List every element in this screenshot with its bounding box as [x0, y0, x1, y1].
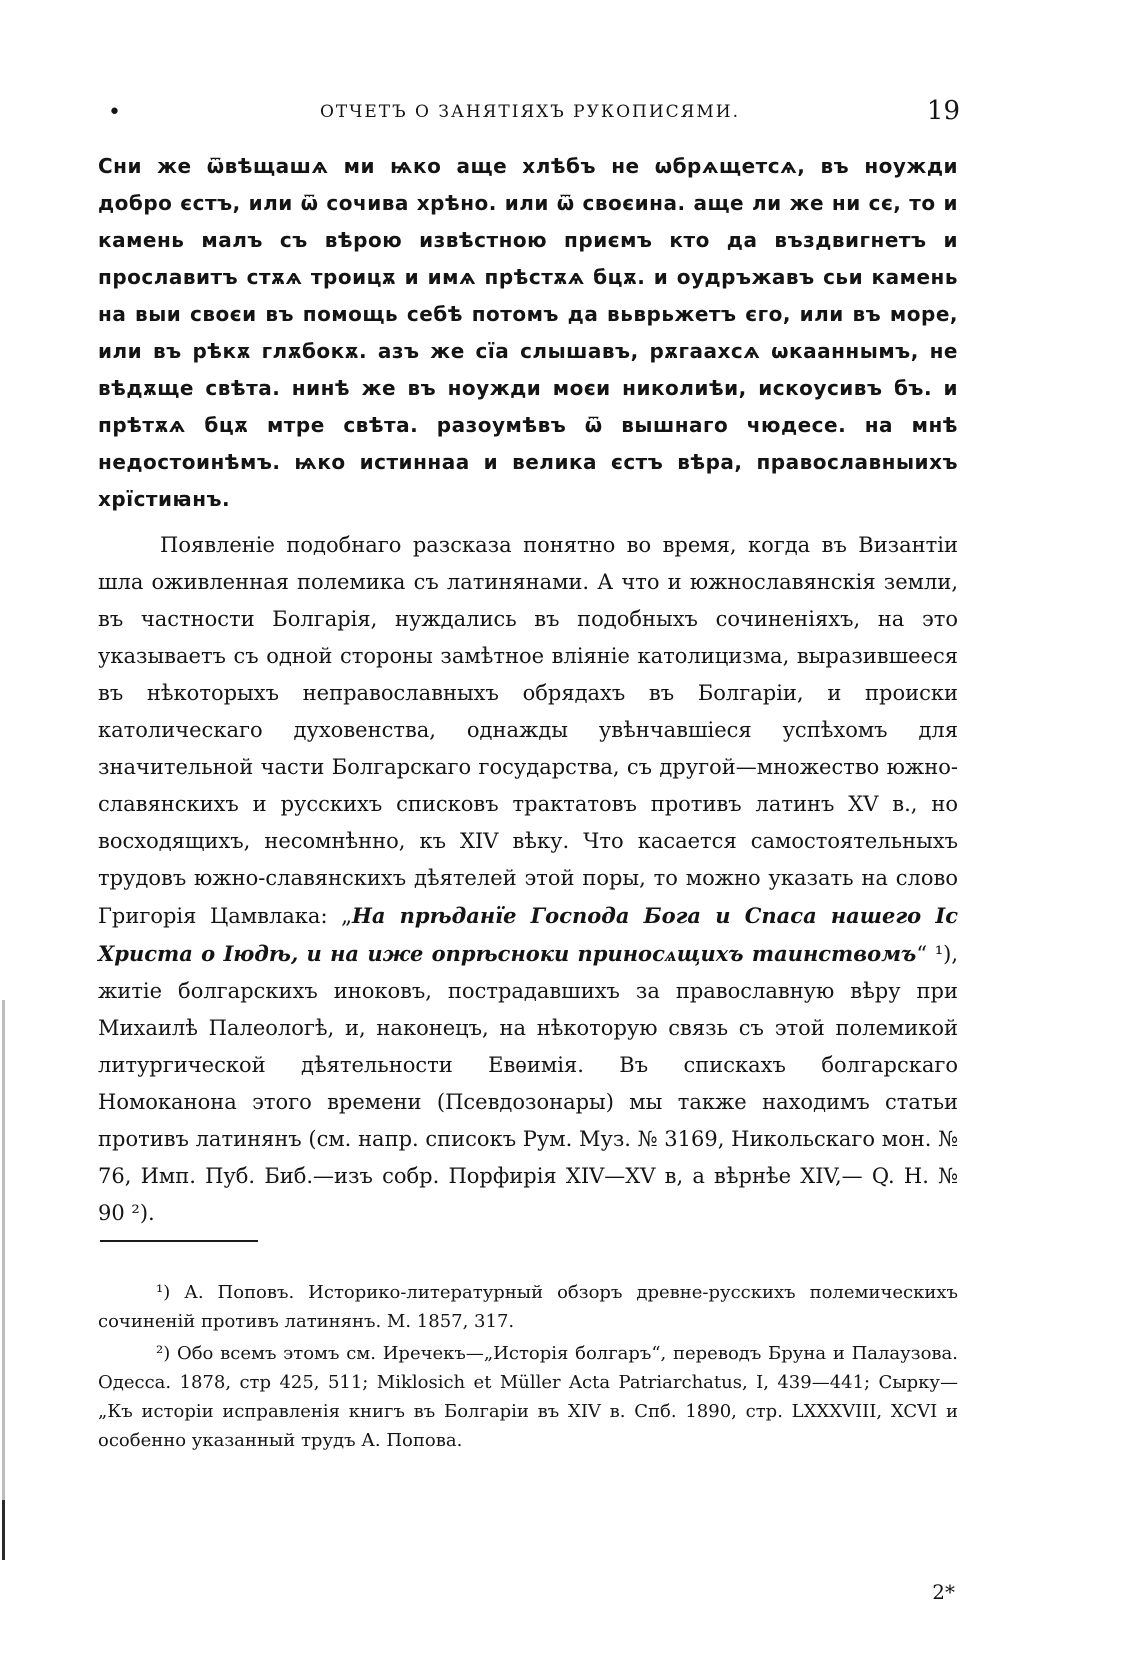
footnote-divider: [100, 1240, 258, 1242]
footnotes: [98, 1278, 958, 1458]
paragraph-part-1: Появленіе подобнаго разсказа понятно во время, когда въ Византіи шла оживленная полемика съ латинянами. А что и южнославянскія земли, въ частности Болгарія, нуждались въ подобныхъ сочиненіяхъ, на это указываетъ съ одной стороны замѣтное вліяніе католицизма, выразившееся въ нѣкоторыхъ неправославныхъ обрядахъ въ Болгаріи, и происки католическаго духовенства, однажды увѣнчавшіеся успѣхомъ для значительной части Болгарскаго государства, съ другой—множество южно-славянскихъ и русскихъ списковъ трактатовъ противъ латинъ XV в., но восходящихъ, несомнѣнно, къ XIV вѣку. Что касается самостоятельныхъ трудовъ южно-славянскихъ дѣятелей этой поры, то можно указать на слово Григорія Цамвлака: „: [98, 533, 958, 928]
page-number: 19: [926, 96, 960, 126]
paragraph-part-2: “ ¹), житіе болгарскихъ иноковъ, пострадавшихъ за православную вѣру при Михаилѣ Палеологѣ, и, наконецъ, на нѣкоторую связь съ этой полемикой литургической дѣятельности Евѳимія. Въ спискахъ болгарскаго Номоканона этого времени (Псевдозонары) мы также находимъ статьи противъ латинянъ (см. напр. списокъ Рум. Муз. № 3169, Никольскаго мон. № 76, Имп. Пуб. Биб.—изъ собр. Порфирія XIV—XV в, а вѣрнѣе XIV,— Q. Н. № 90 ²).: [98, 942, 958, 1225]
header-title: ОТЧЕТЪ О ЗАНЯТІЯХЪ РУКОПИСЯМИ.: [319, 102, 741, 122]
sermon-title: На прѣданїе Господа Бога и Спаса нашего Іс Христа о Іюдѣ, и на иже опрѣсноки приносѧщихъ таинствомъ: [98, 903, 958, 966]
footnote-1: ¹) А. Поповъ. Историко-литературный обзоръ древне-русскихъ полемическихъ сочиненій противъ латинянъ. М. 1857, 317.: [98, 1282, 958, 1332]
running-header: [100, 96, 960, 132]
slavonic-quote: [98, 148, 958, 518]
main-paragraph-text: [98, 527, 958, 1232]
header-dot: •: [108, 100, 121, 125]
scan-edge-mark: [2, 1500, 5, 1560]
footnote-2: ²) Обо всемъ этомъ см. Иречекъ—„Исторія болгаръ“, переводъ Бруна и Палаузова. Одесса. 1878, стр 425, 511; Miklosich et Müller Acta Patriarchatus, I, 439—441; Сырку—„Къ исторіи исправленія книгъ въ Болгаріи въ XIV в. Спб. 1890, стр. LXXXVIII, XCVI и особенно указанный трудъ А. Попова.: [98, 1343, 958, 1451]
scan-edge-line: [2, 1000, 5, 1560]
signature-mark: 2*: [932, 1580, 955, 1604]
slavonic-quote-text: Сни же ѿвѣщашѧ ми ѩко аще хлѣбъ не ѡбрѧщетсѧ, въ ноужди добро єстъ, или ѿ сочива хрѣно. или ѿ своєина. аще ли же ни сє, то и камень малъ съ вѣрою извѣстною приємъ кто да въздвигнетъ и прославитъ стѫѧ троицѫ и имѧ прѣстѫѧ бцѫ. и оудръжавъ сьи камень на выи своєи въ помощь себѣ потомъ да вьврьжетъ єго, или въ море, или въ рѣкѫ глѫбокѫ. азъ же сїа слышавъ, рѫгаахсѧ ѡкааннымъ, не вѣдѫще свѣта. нинѣ же въ ноужди моєи николиѣи, искоусивъ бъ. и прѣтѫѧ бцѫ мтре свѣта. разоумѣвъ ѿ вышнаго чюдесе. на мнѣ недостоинѣмъ. ѩко истиннаа и велика єстъ вѣра, православныихъ хрїстиꙗнъ.: [98, 154, 958, 511]
main-paragraph: [98, 527, 958, 1232]
